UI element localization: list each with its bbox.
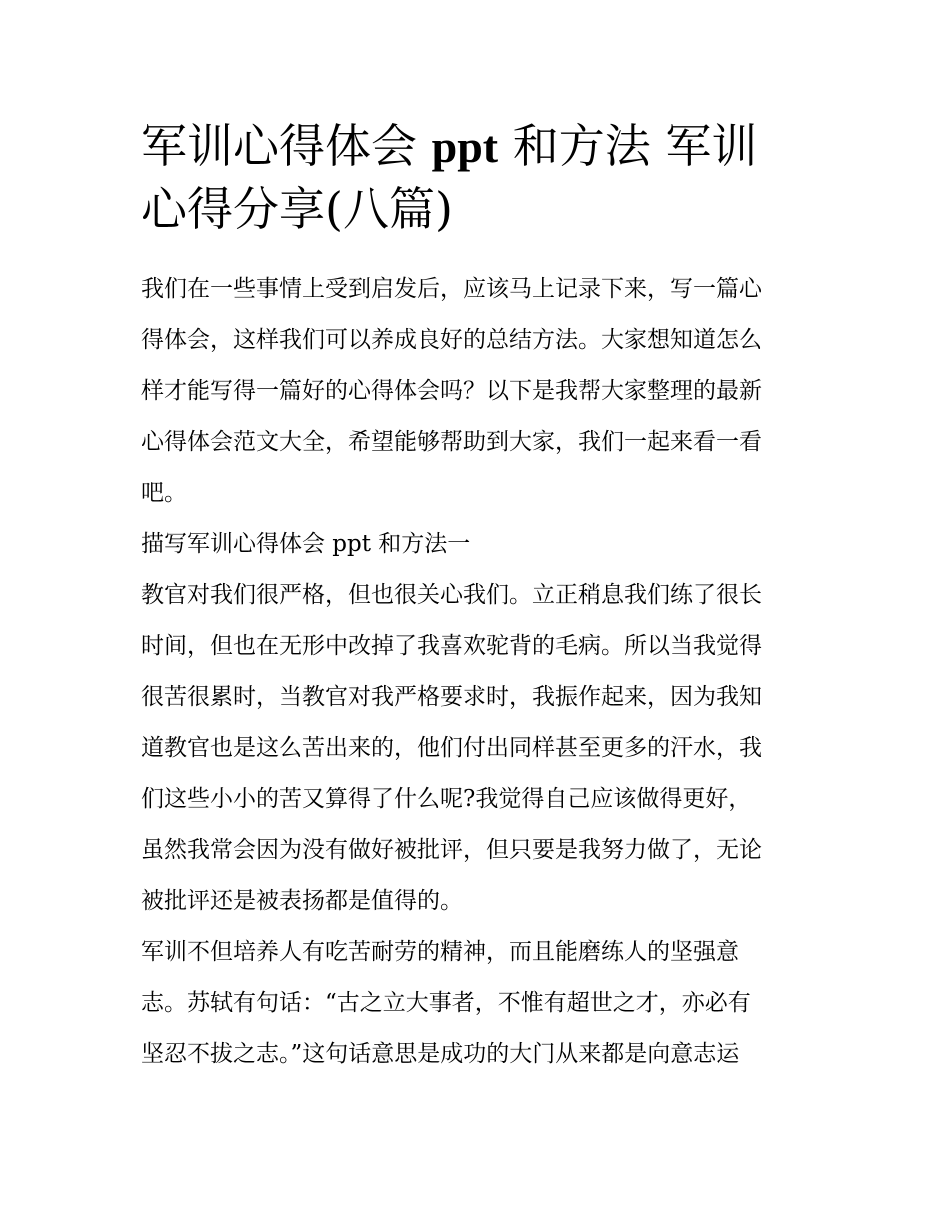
paragraph-line: 时间，但也在无形中改掉了我喜欢驼背的毛病。所以当我觉得: [141, 633, 762, 659]
intro-paragraph: [141, 264, 813, 519]
title-text-part: 心得分享(八篇): [141, 182, 453, 236]
paragraph-line: 我们在一些事情上受到启发后，应该马上记录下来，写一篇心: [141, 276, 762, 302]
title-line-2: [141, 178, 813, 241]
title-line-1: [141, 115, 813, 178]
paragraph-line: 志。苏轼有句话：“古之立大事者，不惟有超世之才，亦必有: [141, 990, 751, 1016]
document-title: [141, 115, 813, 241]
paragraph-line: 虽然我常会因为没有做好被批评，但只要是我努力做了，无论: [141, 837, 762, 863]
document-content: [141, 115, 813, 1080]
paragraph-line: 被批评还是被表扬都是值得的。: [141, 888, 463, 914]
section-heading: 描写军训心得体会 ppt 和方法一: [141, 531, 471, 557]
body-paragraph-2: [141, 927, 813, 1080]
paragraph-line: 心得体会范文大全，希望能够帮助到大家，我们一起来看一看: [141, 429, 762, 455]
paragraph-line: 坚忍不拔之志。”这句话意思是成功的大门从来都是向意志运: [141, 1041, 740, 1067]
title-text-part: 和方法 军训: [498, 119, 758, 173]
body-paragraph-1: [141, 570, 813, 927]
paragraph-line: 军训不但培养人有吃苦耐劳的精神，而且能磨练人的坚强意: [141, 939, 739, 965]
paragraph-line: 得体会，这样我们可以养成良好的总结方法。大家想知道怎么: [141, 327, 762, 353]
paragraph-line: 吧。: [141, 480, 187, 506]
paragraph-line: 道教官也是这么苦出来的，他们付出同样甚至更多的汗水，我: [141, 735, 762, 761]
paragraph-line: 们这些小小的苦又算得了什么呢?我觉得自己应该做得更好，: [141, 786, 752, 812]
title-text-part-latin: ppt: [431, 121, 499, 172]
title-text-part: 军训心得体会: [141, 119, 432, 173]
paragraph-line: 样才能写得一篇好的心得体会吗？以下是我帮大家整理的最新: [141, 378, 762, 404]
paragraph-line: 很苦很累时，当教官对我严格要求时，我振作起来，因为我知: [141, 684, 762, 710]
paragraph-line: 教官对我们很严格，但也很关心我们。立正稍息我们练了很长: [141, 582, 762, 608]
